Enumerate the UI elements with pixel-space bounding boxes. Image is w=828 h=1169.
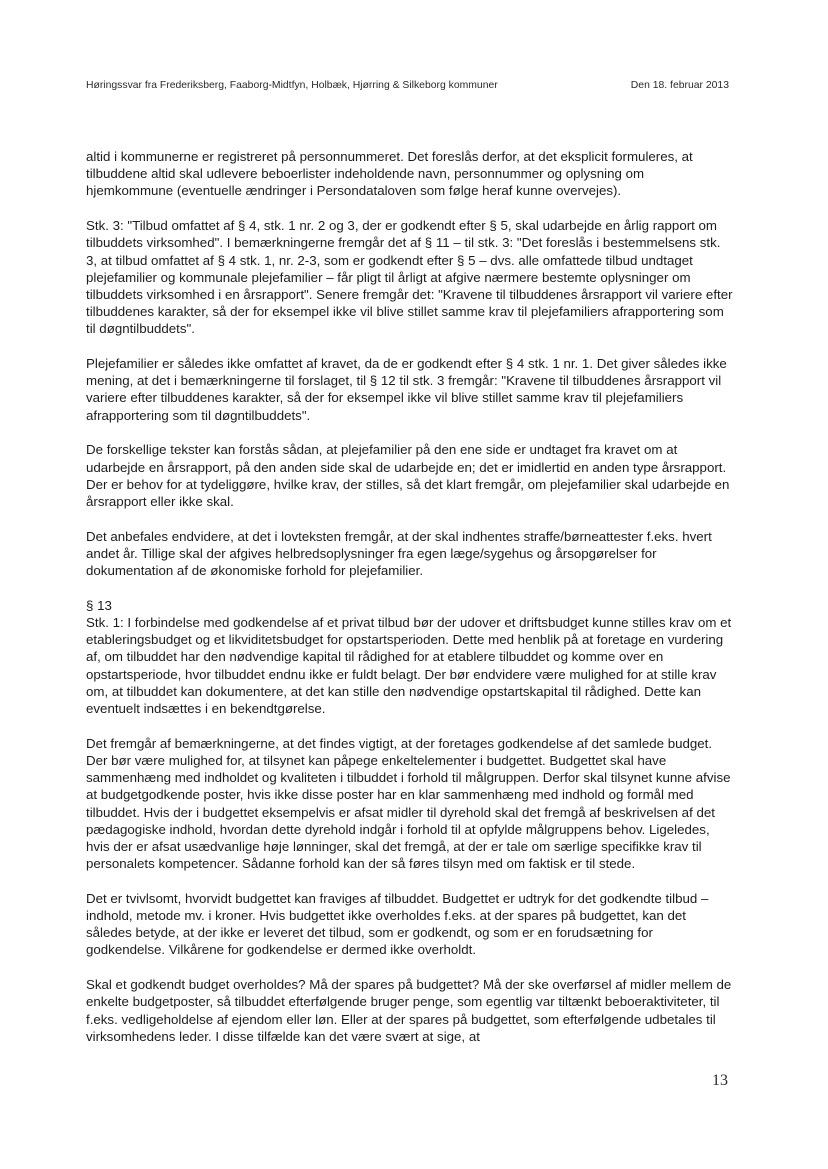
paragraph: altid i kommunerne er registreret på personnummeret. Det foreslås derfor, at det eksplicit formuleres, at tilbuddene altid skal udlevere beboerlister indeholdende navn, personnummer og oplysning om hjemkommune (eventuelle ændringer i Persondataloven som følge heraf kunne overvejes). — [86, 149, 693, 199]
section-heading: § 13 — [86, 597, 112, 613]
paragraph: De forskellige tekster kan forstås sådan, at plejefamilier på den ene side er undtaget fra kravet om at udarbejde en årsrapport, på den anden side skal de udarbejde en; det er imidlertid en anden type årsrapport. Der er behov for at tydeliggøre, hvilke krav, der stilles, så det klart fremgår, om plejefamilier skal udarbejde en årsrapport eller ikke skal. — [86, 442, 730, 509]
paragraph: Stk. 1: I forbindelse med godkendelse af et privat tilbud bør der udover et driftsbudget kunne stilles krav om et etableringsbudget og et likviditetsbudget for opstartsperioden. Dette med henblik på at foretage en vurdering af, om tilbuddet har den nødvendige kapital til rådighed for at etablere tilbuddet og komme over en opstartsperiode, hvor tilbuddet endnu ikke er fuldt belagt. Der bør endvidere være mulighed for at stille krav om, at tilbuddet kan dokumentere, at det kan stille den nødvendige opstartskapital til rådighed. Dette kan eventuelt indsættes i en bekendtgørelse. — [86, 614, 732, 716]
paragraph: Skal et godkendt budget overholdes? Må der spares på budgettet? Må der ske overførsel af midler mellem de enkelte budgetposter, så tilbuddet efterfølgende bruger penge, som egentlig var tiltænkt beboeraktiviteter, til f.eks. vedligeholdelse af ejendom eller løn. Eller at der spares på budgettet, som efterfølgende udbetales til virksomhedens leder. I disse tilfælde kan det være svært at sige, at — [86, 977, 732, 1044]
paragraph: Det er tvivlsomt, hvorvidt budgettet kan fraviges af tilbuddet. Budgettet er udtryk for det godkendte tilbud – indhold, metode mv. i kroner. Hvis budgettet ikke overholdes f.eks. at der spares på budgettet, kan det således betyde, at der ikke er leveret det tilbud, som er godkendt, og som er en forudsætning for godkendelse. Vilkårene for godkendelse er dermed ikke overholdt. — [86, 890, 709, 958]
paragraph: Det anbefales endvidere, at det i lovteksten fremgår, at der skal indhentes straffe/børneattester f.eks. hvert andet år. Tillige skal der afgives helbredsoplysninger fra egen læge/sygehus og årsopgørelser for dokumentation af de økonomiske forhold for plejefamilier. — [86, 528, 712, 579]
paragraph: Plejefamilier er således ikke omfattet af kravet, da de er godkendt efter § 4 stk. 1 nr. 1. Det giver således ikke mening, at det i bemærkningerne til forslaget, til § 12 til stk. 3 fremgår: "Kravene til tilbuddenes årsrapport vil variere efter tilbuddenes karakter, så der for eksempel ikke vil blive stillet samme krav til plejefamiliers afrapportering som til døgntilbuddets". — [86, 356, 727, 423]
paragraph: Stk. 3: "Tilbud omfattet af § 4, stk. 1 nr. 2 og 3, der er godkendt efter § 5, skal udarbejde en årlig rapport om tilbuddets virksomhed". I bemærkningerne fremgår det af § 11 – til stk. 3: "Det foreslås i bestemmelsens stk. 3, at tilbud omfattet af § 4 stk. 1, nr. 2-3, som er godkendt efter § 5 – dvs. alle omfattede tilbud undtaget plejefamilier og kommunale plejefamilier – får pligt til årligt at afgive nærmere bestemte oplysninger om tilbuddets virksomhed i en årsrapport". Senere fremgår det: "Kravene til tilbuddenes årsrapport vil variere efter tilbuddenes karakter, så der for eksempel ikke vil blive stillet samme krav til plejefamiliers afrapportering som til døgntilbuddets". — [86, 218, 733, 337]
page-number: 13 — [712, 1072, 728, 1089]
header-municipalities: Høringssvar fra Frederiksberg, Faaborg-Midtfyn, Holbæk, Hjørring & Silkeborg kommuner — [86, 80, 498, 91]
header-date: Den 18. februar 2013 — [630, 80, 729, 91]
document-body — [86, 148, 733, 1062]
paragraph: Det fremgår af bemærkningerne, at det findes vigtigt, at der foretages godkendelse af det samlede budget. Der bør være mulighed for, at tilsynet kan påpege enkeltelementer i budgettet. Budgettet skal have sammenhæng med indholdet og kvaliteten i tilbuddet i forhold til målgruppen. Derfor skal tilsynet kunne afvise at budgetgodkende poster, hvis ikke disse poster har en klar sammenhæng med indhold og formål med tilbuddet. Hvis der i budgettet eksempelvis er afsat midler til dyrehold skal det fremgå af beskrivelsen af det pædagogiske indhold, hvordan dette dyrehold indgår i forhold til at opfylde målgruppens behov. Ligeledes, hvis der er afsat usædvanlige høje lønninger, skal det fremgå, at der er tale om særlige specifikke krav til personalets kompetencer. Sådanne forhold kan der så føres tilsyn med om faktisk er til stede. — [86, 735, 731, 872]
